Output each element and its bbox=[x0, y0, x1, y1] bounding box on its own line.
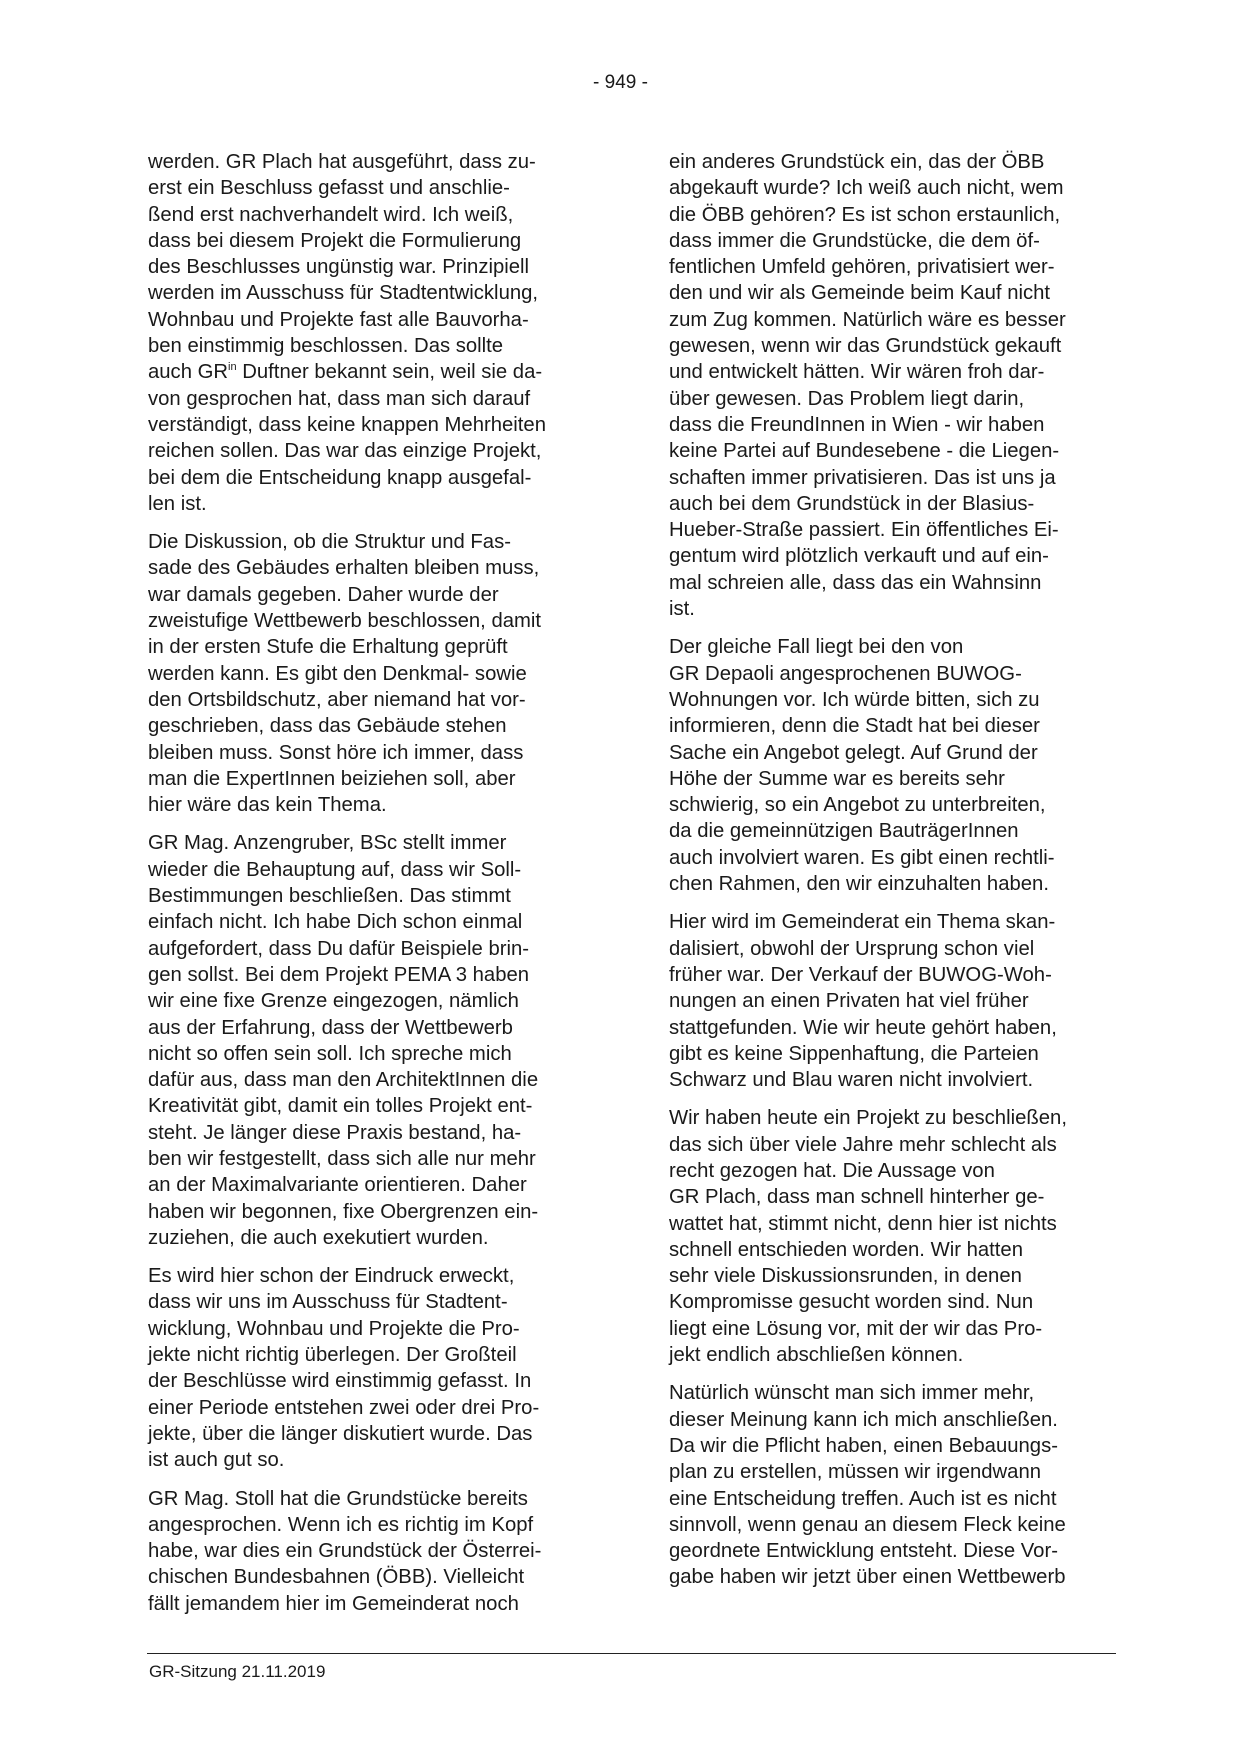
text-line: auch $GR^{in}$ Duftner bekannt sein, weil sie da- bbox=[148, 361, 543, 384]
paragraph bbox=[148, 529, 600, 818]
text-line: den Ortsbildschutz, aber niemand hat vor- bbox=[148, 688, 526, 711]
text-line: zweistufige Wettbewerb beschlossen, damit bbox=[148, 610, 542, 633]
text-line: war damals gegeben. Daher wurde der bbox=[148, 583, 499, 606]
text-line: fällt jemandem hier im Gemeinderat noch bbox=[148, 1592, 519, 1615]
text-line: zuziehen, die auch exekutiert wurden. bbox=[148, 1226, 489, 1249]
left-column bbox=[148, 149, 600, 1629]
text-line: liegt eine Lösung vor, mit der wir das Pro- bbox=[669, 1317, 1043, 1340]
text-line: die ÖBB gehören? Es ist schon erstaunlich, bbox=[669, 203, 1061, 226]
text-line: werden. GR Plach hat ausgeführt, dass zu- bbox=[148, 151, 536, 173]
text-line: dass wir uns im Ausschuss für Stadtent- bbox=[148, 1291, 508, 1314]
text-line: habe, war dies ein Grundstück der Österrei- bbox=[148, 1540, 542, 1563]
text-line: nungen an einen Privaten hat viel früher bbox=[669, 990, 1029, 1013]
text-line: gibt es keine Sippenhaftung, die Parteien bbox=[669, 1042, 1039, 1065]
text-line: mal schreien alle, dass das ein Wahnsinn bbox=[669, 571, 1042, 594]
text-line: Der gleiche Fall liegt bei den von bbox=[669, 636, 964, 659]
text-line: plan zu erstellen, müssen wir irgendwann bbox=[669, 1461, 1042, 1484]
text-line: geschrieben, dass das Gebäude stehen bbox=[148, 715, 507, 738]
text-line: Höhe der Summe war es bereits sehr bbox=[669, 767, 1005, 790]
text-line: jekte nicht richtig überlegen. Der Großteil bbox=[148, 1344, 517, 1367]
text-line: eine Entscheidung treffen. Auch ist es nicht bbox=[669, 1487, 1057, 1510]
text-line: chischen Bundesbahnen (ÖBB). Vielleicht bbox=[148, 1566, 525, 1589]
text-line: Kreativität gibt, damit ein tolles Projekt ent- bbox=[148, 1095, 533, 1118]
text-line: werden kann. Es gibt den Denkmal- sowie bbox=[148, 662, 527, 685]
text-line: haben wir begonnen, fixe Obergrenzen ein- bbox=[148, 1200, 539, 1223]
text-line: gentum wird plötzlich verkauft und auf ein- bbox=[669, 545, 1049, 568]
text-line: recht gezogen hat. Die Aussage von bbox=[669, 1159, 995, 1182]
text-line: wir eine fixe Grenze eingezogen, nämlich bbox=[148, 990, 519, 1013]
text-line: GR Depaoli angesprochenen BUWOG- bbox=[669, 662, 1022, 685]
text-line: wattet hat, stimmt nicht, denn hier ist nichts bbox=[669, 1212, 1057, 1235]
paragraph bbox=[669, 1105, 1121, 1368]
text-line: auch involviert waren. Es gibt einen rechtli- bbox=[669, 846, 1055, 869]
text-line: dass immer die Grundstücke, die dem öf- bbox=[669, 229, 1040, 252]
text-line: und entwickelt hätten. Wir wären froh dar- bbox=[669, 361, 1045, 384]
text-line: sehr viele Diskussionsrunden, in denen bbox=[669, 1265, 1022, 1288]
text-line: hier wäre das kein Thema. bbox=[148, 794, 387, 817]
text-line: Schwarz und Blau waren nicht involviert. bbox=[669, 1069, 1034, 1092]
text-line: dass die FreundInnen in Wien - wir haben bbox=[669, 413, 1045, 436]
text-line: fentlichen Umfeld gehören, privatisiert wer- bbox=[669, 256, 1055, 279]
paragraph bbox=[669, 909, 1121, 1093]
text-line: nicht so offen sein soll. Ich spreche mich bbox=[148, 1042, 512, 1065]
text-line: Hueber-Straße passiert. Ein öffentliches Ei- bbox=[669, 519, 1059, 542]
text-line: steht. Je länger diese Praxis bestand, ha- bbox=[148, 1121, 522, 1144]
paragraph bbox=[148, 830, 600, 1251]
text-line: Hier wird im Gemeinderat ein Thema skan- bbox=[669, 911, 1056, 934]
paragraph bbox=[669, 1380, 1121, 1590]
text-line: schaften immer privatisieren. Das ist uns ja bbox=[669, 466, 1056, 489]
text-line: len ist. bbox=[148, 492, 207, 515]
text-line: ein anderes Grundstück ein, das der ÖBB bbox=[669, 151, 1045, 173]
text-line: chen Rahmen, den wir einzuhalten haben. bbox=[669, 873, 1049, 896]
paragraph bbox=[148, 1263, 600, 1473]
text-line: GR Plach, dass man schnell hinterher ge- bbox=[669, 1186, 1045, 1209]
text-line: den und wir als Gemeinde beim Kauf nicht bbox=[669, 282, 1051, 305]
text-line: Da wir die Pflicht haben, einen Bebauungs- bbox=[669, 1434, 1058, 1457]
text-line: Natürlich wünscht man sich immer mehr, bbox=[669, 1382, 1035, 1405]
text-line: dalisiert, obwohl der Ursprung schon viel bbox=[669, 937, 1035, 960]
text-line: jekte, über die länger diskutiert wurde. Das bbox=[148, 1422, 533, 1445]
text-line: das sich über viele Jahre mehr schlecht als bbox=[669, 1133, 1057, 1156]
text-line: dieser Meinung kann ich mich anschließen. bbox=[669, 1408, 1058, 1431]
paragraph bbox=[148, 1486, 600, 1617]
text-line: Sache ein Angebot gelegt. Auf Grund der bbox=[669, 741, 1038, 764]
text-line: aus der Erfahrung, dass der Wettbewerb bbox=[148, 1016, 513, 1039]
text-line: sinnvoll, wenn genau an diesem Fleck keine bbox=[669, 1513, 1066, 1536]
text-line: stattgefunden. Wie wir heute gehört haben, bbox=[669, 1016, 1057, 1039]
text-line: gen sollst. Bei dem Projekt PEMA 3 haben bbox=[148, 963, 530, 986]
footer-divider bbox=[147, 1653, 1116, 1654]
text-line: ist. bbox=[669, 598, 695, 621]
text-line: man die ExpertInnen beiziehen soll, aber bbox=[148, 767, 516, 790]
text-line: Wohnbau und Projekte fast alle Bauvorha- bbox=[148, 308, 529, 331]
page-number: - 949 - bbox=[593, 72, 648, 93]
text-line: ben wir festgestellt, dass sich alle nur mehr bbox=[148, 1147, 536, 1170]
text-line: ßend erst nachverhandelt wird. Ich weiß, bbox=[148, 203, 514, 226]
text-line: auch bei dem Grundstück in der Blasius- bbox=[669, 492, 1035, 515]
footer-session-date: GR-Sitzung 21.11.2019 bbox=[149, 1662, 326, 1681]
text-line: schnell entschieden worden. Wir hatten bbox=[669, 1238, 1023, 1261]
text-line: von gesprochen hat, dass man sich darauf bbox=[148, 387, 531, 410]
text-line: Es wird hier schon der Eindruck erweckt, bbox=[148, 1265, 515, 1288]
text-line: dafür aus, dass man den ArchitektInnen die bbox=[148, 1069, 539, 1092]
superscript: in bbox=[228, 361, 237, 374]
text-line: gewesen, wenn wir das Grundstück gekauft bbox=[669, 335, 1062, 358]
text-line: in der ersten Stufe die Erhaltung geprüft bbox=[148, 636, 508, 659]
text-line: bleiben muss. Sonst höre ich immer, dass bbox=[148, 741, 524, 764]
text-line: jekt endlich abschließen können. bbox=[669, 1344, 964, 1367]
text-line: GR Mag. Anzengruber, BSc stellt immer bbox=[148, 832, 507, 855]
text-line: geordnete Entwicklung entsteht. Diese Vor- bbox=[669, 1540, 1058, 1563]
text-line: da die gemeinnützigen BauträgerInnen bbox=[669, 820, 1019, 843]
text-line: Die Diskussion, ob die Struktur und Fas- bbox=[148, 531, 511, 554]
paragraph bbox=[669, 149, 1121, 622]
text-line: angesprochen. Wenn ich es richtig im Kopf bbox=[148, 1513, 534, 1536]
right-column bbox=[669, 149, 1121, 1603]
text-line: der Beschlüsse wird einstimmig gefasst. In bbox=[148, 1370, 532, 1393]
paragraph bbox=[669, 634, 1121, 897]
text-line: abgekauft wurde? Ich weiß auch nicht, wem bbox=[669, 177, 1064, 200]
text-line: GR Mag. Stoll hat die Grundstücke bereits bbox=[148, 1487, 528, 1510]
text-line: sade des Gebäudes erhalten bleiben muss, bbox=[148, 557, 540, 580]
text-line: ben einstimmig beschlossen. Das sollte bbox=[148, 335, 504, 358]
text-line: reichen sollen. Das war das einzige Projekt, bbox=[148, 440, 542, 463]
text-line: über gewesen. Das Problem liegt darin, bbox=[669, 387, 1025, 410]
text-line: Bestimmungen beschließen. Das stimmt bbox=[148, 885, 511, 908]
text-line: des Beschlusses ungünstig war. Prinzipiell bbox=[148, 256, 530, 279]
text-line: aufgefordert, dass Du dafür Beispiele brin- bbox=[148, 937, 530, 960]
paragraph bbox=[148, 149, 600, 517]
text-line: Kompromisse gesucht worden sind. Nun bbox=[669, 1291, 1034, 1314]
text-line: erst ein Beschluss gefasst und anschlie- bbox=[148, 177, 510, 200]
text-line: schwierig, so ein Angebot zu unterbreiten, bbox=[669, 794, 1046, 817]
text-line: keine Partei auf Bundesebene - die Liegen- bbox=[669, 440, 1060, 463]
text-line: wicklung, Wohnbau und Projekte die Pro- bbox=[148, 1317, 520, 1340]
text-line: informieren, denn die Stadt hat bei dieser bbox=[669, 715, 1040, 738]
text-line: an der Maximalvariante orientieren. Daher bbox=[148, 1174, 527, 1197]
text-line: dass bei diesem Projekt die Formulierung bbox=[148, 229, 522, 252]
text-line: zum Zug kommen. Natürlich wäre es besser bbox=[669, 308, 1066, 331]
text-line: werden im Ausschuss für Stadtentwicklung, bbox=[148, 282, 539, 305]
text-line: wieder die Behauptung auf, dass wir Soll- bbox=[148, 858, 522, 881]
text-line: früher war. Der Verkauf der BUWOG-Woh- bbox=[669, 963, 1052, 986]
text-line: einfach nicht. Ich habe Dich schon einmal bbox=[148, 911, 523, 934]
text-line: ist auch gut so. bbox=[148, 1449, 285, 1472]
text-line: Wir haben heute ein Projekt zu beschließen, bbox=[669, 1107, 1067, 1130]
text-line: verständigt, dass keine knappen Mehrheiten bbox=[148, 413, 546, 436]
text-line: einer Periode entstehen zwei oder drei Pro- bbox=[148, 1396, 540, 1419]
text-line: bei dem die Entscheidung knapp ausgefal- bbox=[148, 466, 532, 489]
text-line: gabe haben wir jetzt über einen Wettbewerb bbox=[669, 1566, 1066, 1589]
text-line: Wohnungen vor. Ich würde bitten, sich zu bbox=[669, 688, 1040, 711]
